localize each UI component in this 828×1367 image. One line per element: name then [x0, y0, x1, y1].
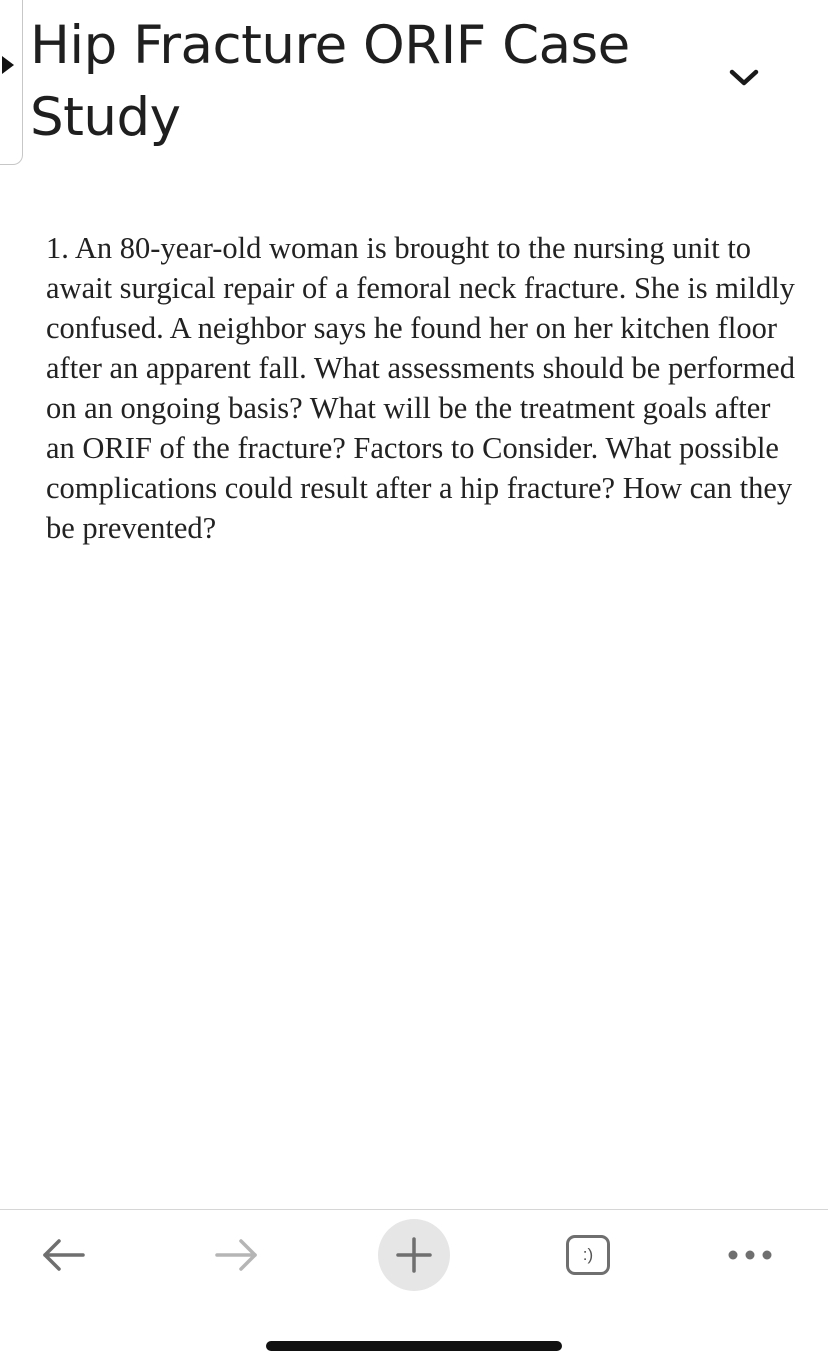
page-title: Hip Fracture ORIF Case Study [30, 15, 630, 148]
plus-icon [394, 1235, 434, 1275]
arrow-left-icon [37, 1235, 89, 1275]
forward-button[interactable] [202, 1220, 272, 1290]
question-text: 1. An 80-year-old woman is brought to the nursing unit to await surgical repair of a femoral neck fracture. She is mildly confused. A neighbor says he found her on her kitchen floor after an apparent fall. What assessments should be performed on an ongoing basis? What will be the treatment goals after an ORIF of the fracture? Factors to Consider. What possible complications could result after a hip fracture? How can they be prevented? [46, 231, 795, 545]
expand-tab[interactable] [0, 0, 23, 165]
home-indicator[interactable] [266, 1341, 562, 1351]
triangle-right-icon[interactable] [2, 56, 14, 74]
arrow-right-icon [211, 1235, 263, 1275]
emoji-icon: :) [566, 1235, 610, 1275]
bottom-toolbar [0, 1209, 828, 1310]
emoji-button[interactable] [552, 1220, 624, 1290]
more-button[interactable] [714, 1220, 786, 1290]
back-button[interactable] [28, 1220, 98, 1290]
post-header [0, 0, 828, 170]
add-button[interactable] [378, 1219, 450, 1291]
more-horizontal-icon [725, 1247, 775, 1263]
chevron-down-icon[interactable] [726, 62, 762, 92]
